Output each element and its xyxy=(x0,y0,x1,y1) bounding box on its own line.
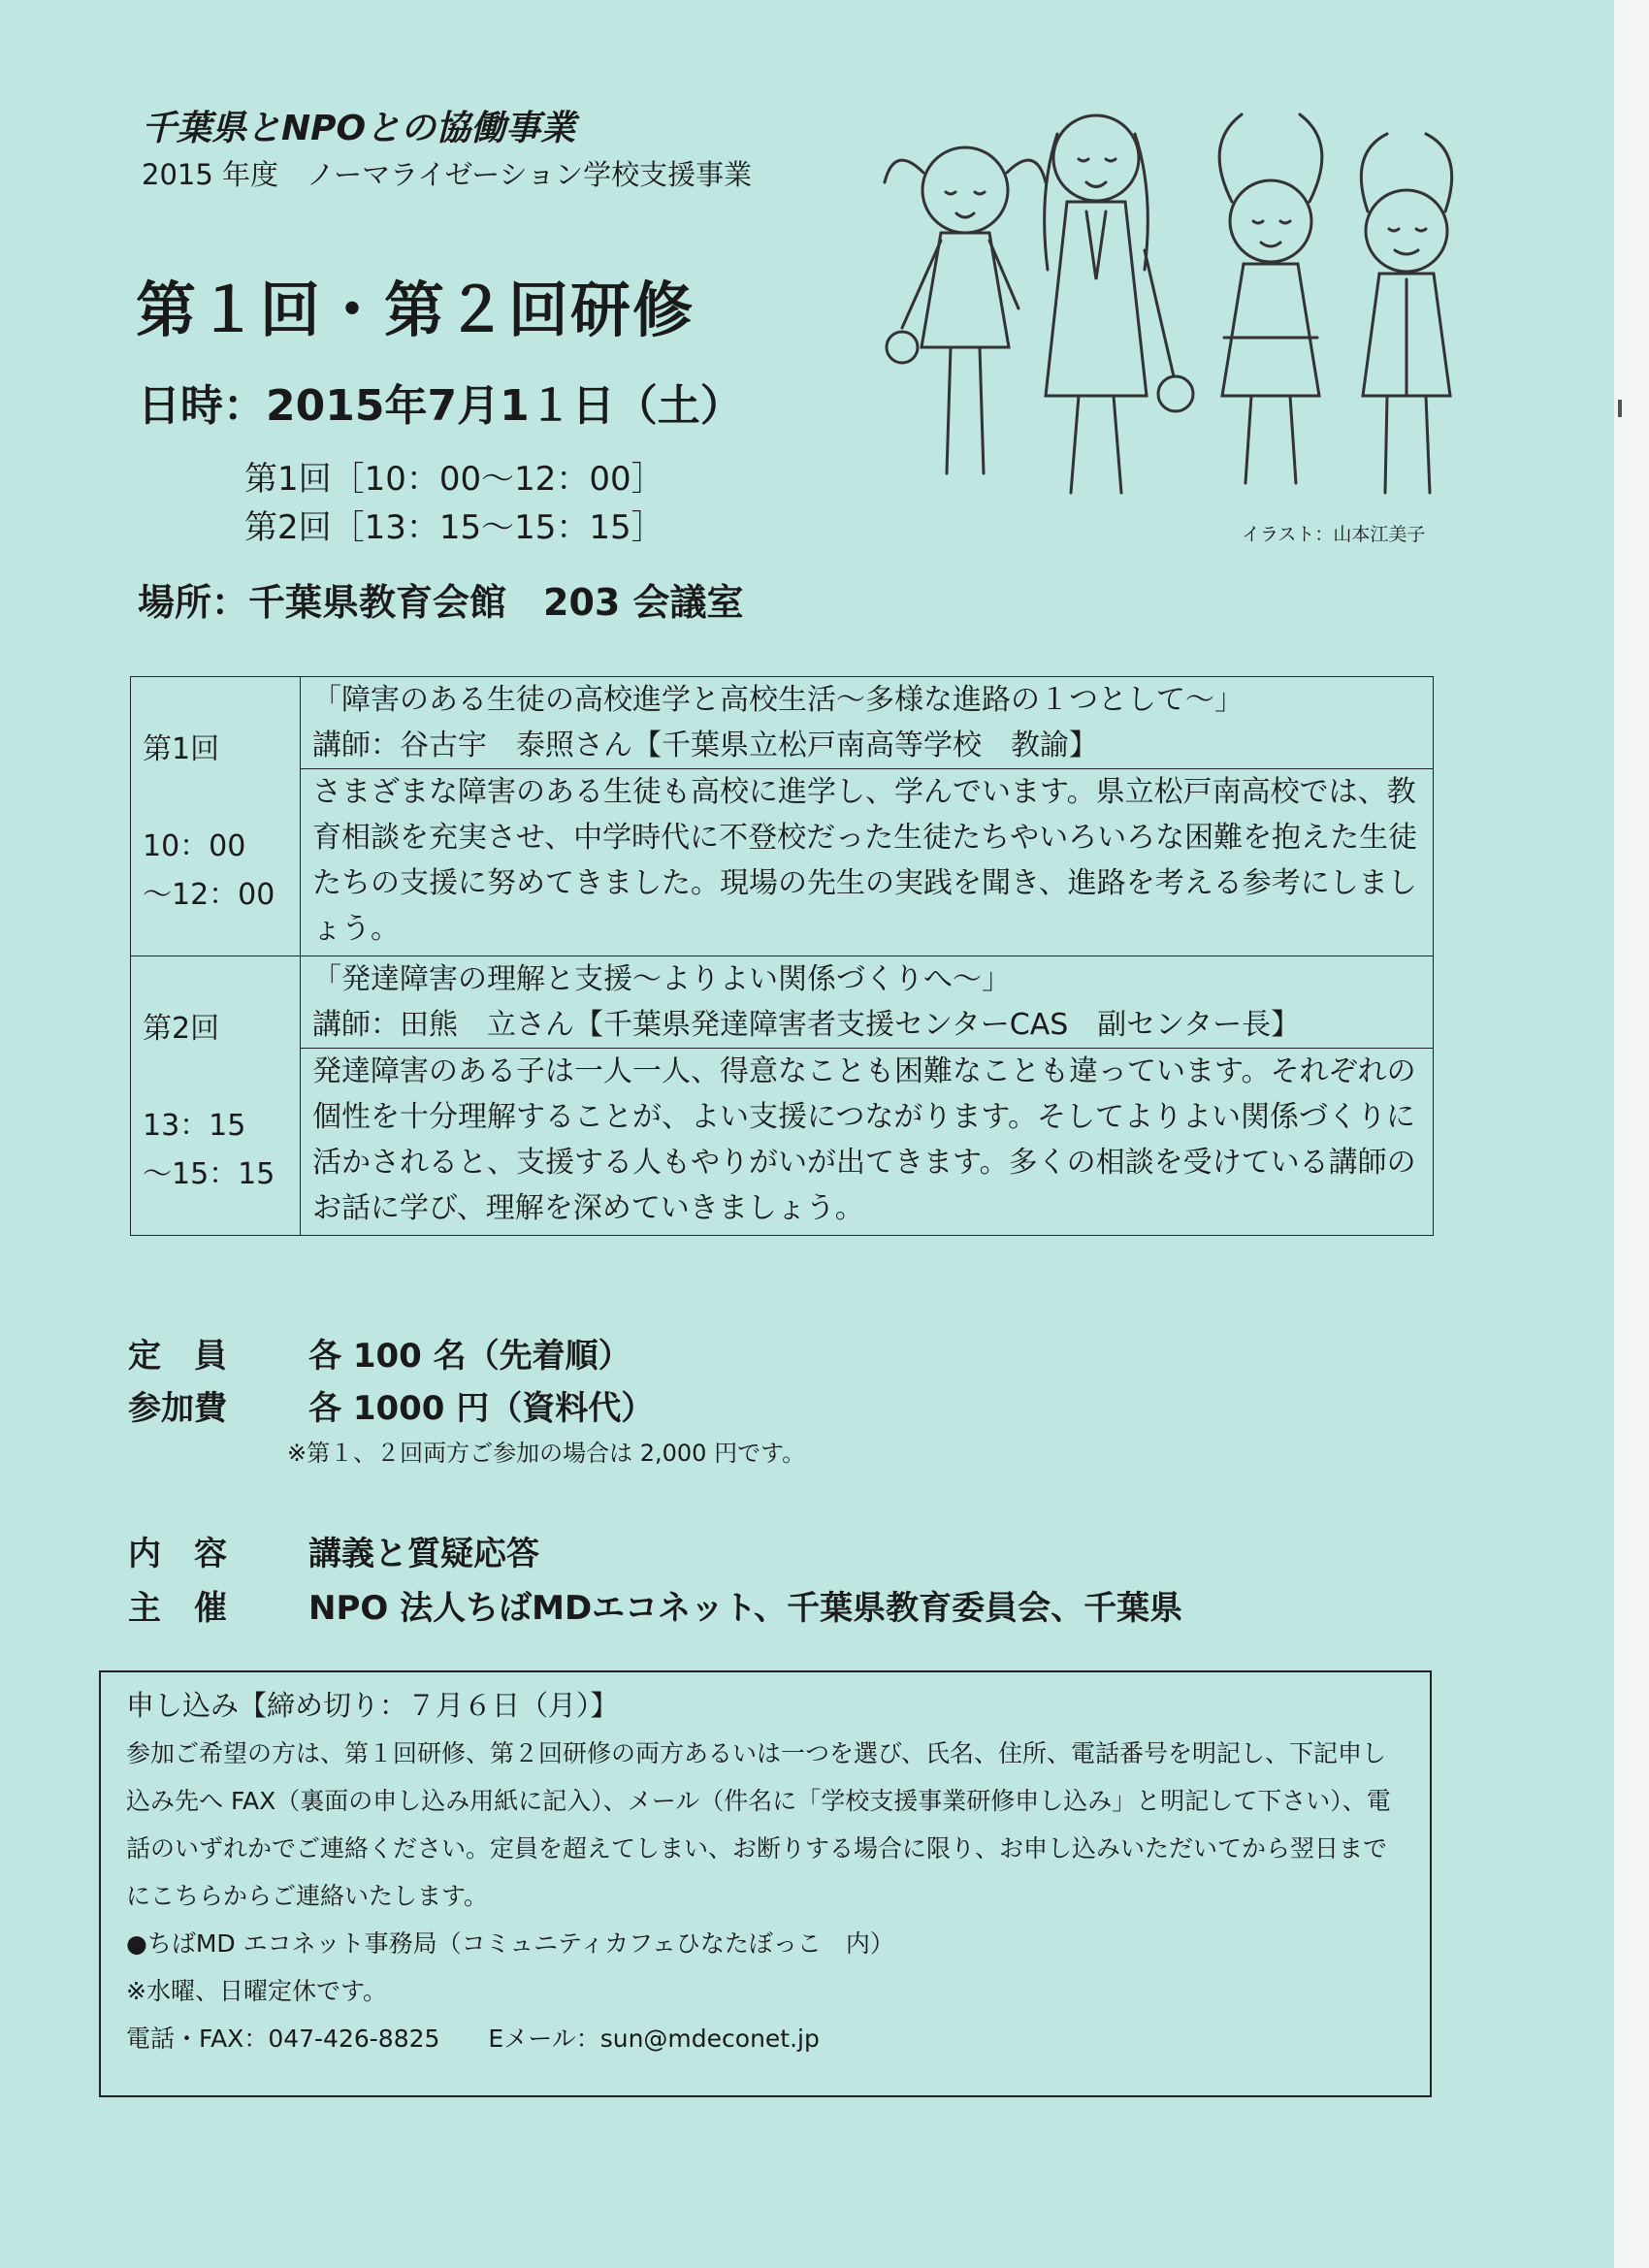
fee-note: ※第１、２回両方ご参加の場合は 2,000 円です。 xyxy=(287,1440,806,1467)
session-1-start: 10：00 xyxy=(143,829,246,863)
girls-illustration xyxy=(863,105,1484,512)
content-key: 内 容 xyxy=(128,1535,227,1573)
session-2-label: 第2回 xyxy=(143,1012,220,1046)
session-1-lecturer: 講師：谷古宇 泰照さん【千葉県立松戸南高等学校 教諭】 xyxy=(312,729,1098,762)
session-2-time: 第2回［13：15〜15：15］ xyxy=(244,508,664,547)
session-1-label: 第1回 xyxy=(143,732,220,766)
scan-mark xyxy=(1618,400,1622,417)
session-1-topic-cell xyxy=(301,677,1434,769)
session-1-topic: 「障害のある生徒の高校進学と高校生活〜多様な進路の１つとして〜」 xyxy=(312,683,1244,717)
event-date: 日時：2015年7月1１日（土） xyxy=(138,381,743,431)
capacity-key: 定 員 xyxy=(128,1337,227,1376)
host-row xyxy=(128,1581,1182,1629)
capacity-row xyxy=(128,1329,631,1377)
page-title: 第１回・第２回研修 xyxy=(136,275,695,345)
host-value: NPO 法人ちばMDエコネット、千葉県教育委員会、千葉県 xyxy=(308,1589,1183,1628)
fee-key: 参加費 xyxy=(128,1389,227,1428)
application-title: 申し込み【締め切り：７月６日（月）】 xyxy=(126,1689,619,1722)
table-row xyxy=(131,769,1434,956)
fee-row xyxy=(128,1381,654,1429)
table-row xyxy=(131,956,1434,1049)
session-2-start: 13：15 xyxy=(143,1109,246,1143)
capacity-value: 各 100 名（先着順） xyxy=(308,1337,631,1376)
table-row xyxy=(131,1049,1434,1236)
page-edge xyxy=(1614,0,1649,2268)
illustration-credit: イラスト：山本江美子 xyxy=(1242,524,1426,545)
content-row xyxy=(128,1527,539,1574)
fee-value: 各 1000 円（資料代） xyxy=(308,1389,655,1428)
session-1-end: 〜12：00 xyxy=(143,878,275,912)
session-2-description: 発達障害のある子は一人一人、得意なことも困難なことも違っています。それぞれの個性を十分理解することが、よい支援につながります。そしてよりよい関係づくりに活かされると、支援する人もやりがいが出てきます。多くの相談を受けている講師のお話に学び、理解を深めていきましょう。 xyxy=(301,1049,1434,1236)
session-1-cell xyxy=(131,677,301,956)
program-table xyxy=(130,676,1434,1236)
office-name: ●ちばMD エコネット事務局（コミュニティカフェひなたぼっこ 内） xyxy=(126,1929,894,1958)
application-body: 参加ご希望の方は、第１回研修、第２回研修の両方あるいは一つを選び、氏名、住所、電話番号を明記し、下記申し込み先へ FAX（裏面の申し込み用紙に記入）、メール（件名に「学校支援事業研修申し込み」と明記して下さい）、電話のいずれかでご連絡ください。定員を超えてしまい、お断りする場合に限り、お申し込みいただいてから翌日までにこちらからご連絡いたします。 xyxy=(126,1739,1391,1910)
program-line: 2015 年度 ノーマライゼーション学校支援事業 xyxy=(142,158,753,191)
closed-days: ※水曜、日曜定休です。 xyxy=(126,1977,387,2005)
org-line: 千葉県とNPOとの協働事業 xyxy=(142,109,576,148)
application-box xyxy=(99,1670,1432,2097)
session-2-lecturer: 講師：田熊 立さん【千葉県発達障害者支援センターCAS 副センター長】 xyxy=(312,1008,1301,1042)
table-row xyxy=(131,677,1434,769)
session-2-end: 〜15：15 xyxy=(143,1157,275,1191)
host-key: 主 催 xyxy=(128,1589,227,1628)
session-1-description: さまざまな障害のある生徒も高校に進学し、学んでいます。県立松戸南高校では、教育相談を充実させ、中学時代に不登校だった生徒たちやいろいろな困難を抱えた生徒たちの支援に努めてきました。現場の先生の実践を聞き、進路を考える参考にしましょう。 xyxy=(301,769,1434,956)
session-2-cell xyxy=(131,956,301,1236)
venue: 場所：千葉県教育会館 203 会議室 xyxy=(138,581,744,624)
session-2-topic-cell xyxy=(301,956,1434,1049)
contact-info: 電話・FAX：047-426-8825 Eメール：sun@mdeconet.jp xyxy=(126,2025,820,2053)
content-value: 講義と質疑応答 xyxy=(308,1535,539,1573)
session-2-topic: 「発達障害の理解と支援〜よりよい関係づくりへ〜」 xyxy=(312,962,1011,996)
session-1-time: 第1回［10：00〜12：00］ xyxy=(244,460,664,499)
